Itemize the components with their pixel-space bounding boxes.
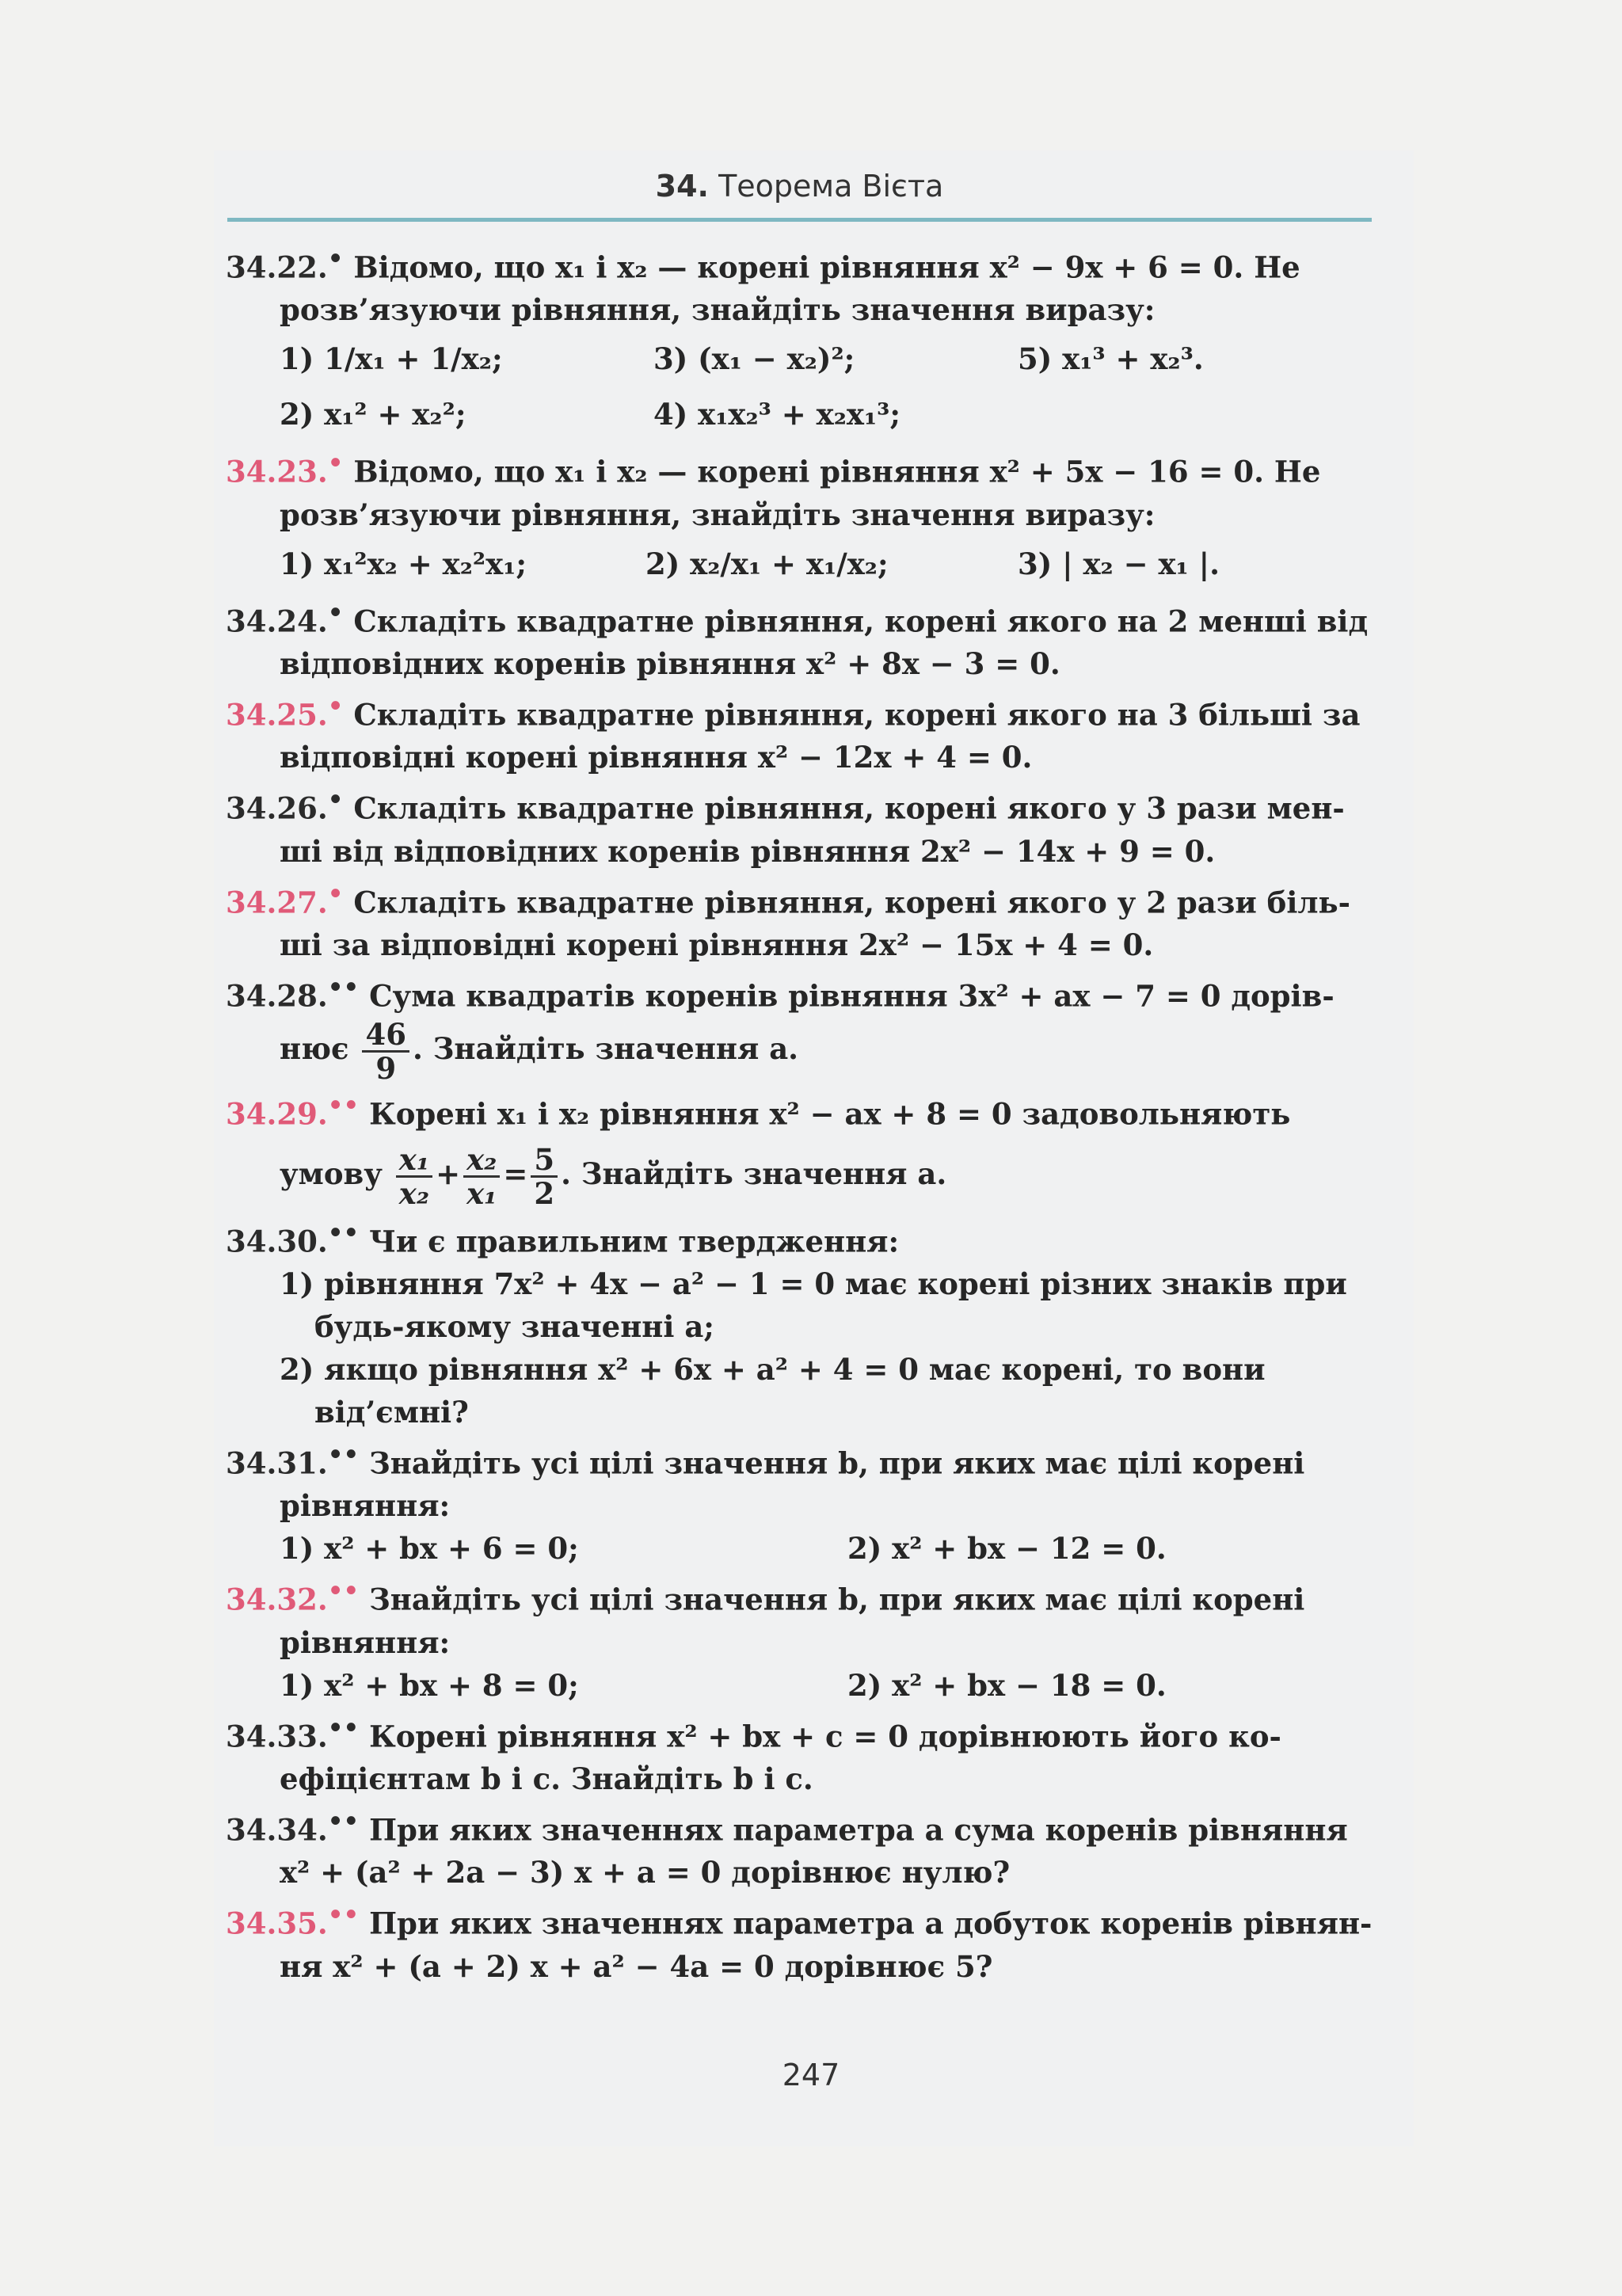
problem-34-24 — [226, 592, 1374, 685]
difficulty-mark: •• — [327, 1091, 360, 1121]
option: 2) x² + bx − 18 = 0. — [847, 1667, 1167, 1703]
problem-text: Корені рівняння x² + bx + c = 0 дорівнюють його ко- — [369, 1718, 1281, 1753]
problem-condition-line: умову $\frac{\text{x₁}}{\text{x₂}}$ + $\frac{\text{x₂}}{\text{x₁}}$ = $\frac{5}{2}$ . Знайдіть значення a. — [280, 1141, 947, 1211]
text-fragment: умову — [280, 1156, 383, 1191]
problem-number: 34.32. — [226, 1582, 328, 1617]
problem-number: 34.23. — [226, 454, 328, 489]
difficulty-mark: • — [327, 598, 344, 627]
problem-text: Складіть квадратне рівняння, корені якого на 3 більші за — [353, 697, 1361, 733]
problem-34-27 — [226, 873, 1374, 966]
problem-text: При яких значеннях параметра a сума коренів рівняння — [369, 1812, 1348, 1848]
option: 2) x₁² + x₂²; — [280, 397, 466, 432]
problem-34-28 — [226, 966, 1374, 1087]
fraction-denominator: 2 — [534, 1175, 555, 1211]
difficulty-mark: • — [327, 449, 344, 478]
problem-text: Корені x₁ і x₂ рівняння x² − ax + 8 = 0 задовольняють — [369, 1096, 1291, 1132]
difficulty-mark: •• — [327, 1901, 360, 1930]
fraction-denominator: 9 — [375, 1051, 397, 1087]
problem-text: розв’язуючи рівняння, знайдіть значення виразу: — [280, 497, 1156, 532]
problem-34-30 — [226, 1212, 1374, 1434]
difficulty-mark: •• — [327, 1713, 360, 1742]
difficulty-mark: •• — [327, 1807, 360, 1836]
text-fragment: . Знайдіть значення a. — [412, 1031, 799, 1067]
fraction — [463, 1141, 500, 1211]
section-header — [227, 162, 1372, 222]
fraction-denominator: x₁ — [466, 1175, 497, 1211]
problem-number: 34.25. — [226, 697, 328, 733]
sub-item: будь-якому значенні a; — [314, 1308, 714, 1344]
problem-text: відповідних коренів рівняння x² + 8x − 3 = 0. — [280, 645, 1060, 681]
option: 2) x² + bx − 12 = 0. — [847, 1531, 1167, 1567]
problem-number: 34.27. — [226, 884, 328, 920]
options-row — [226, 1664, 1374, 1707]
sub-item: 1) рівняння 7x² + 4x − a² − 1 = 0 має корені різних знаків при — [280, 1266, 1347, 1301]
problem-number: 34.33. — [226, 1718, 328, 1753]
problem-34-33 — [226, 1707, 1374, 1800]
problem-text: Знайдіть усі цілі значення b, при яких має цілі корені — [369, 1445, 1305, 1481]
problem-text: Складіть квадратне рівняння, корені якого на 2 менші від — [353, 603, 1369, 638]
difficulty-mark: •• — [327, 1440, 360, 1469]
problem-fraction-line — [226, 1017, 1374, 1087]
options-row — [226, 1527, 1374, 1570]
fraction — [396, 1141, 432, 1211]
problem-text: ня x² + (a + 2) x + a² − 4a = 0 дорівнює 5? — [280, 1948, 993, 1984]
difficulty-mark: •• — [327, 1218, 360, 1247]
problem-number: 34.24. — [226, 603, 328, 638]
option: 3) | x₂ − x₁ |. — [1018, 546, 1220, 581]
fraction-numerator: 5 — [531, 1144, 558, 1178]
problem-text: x² + (a² + 2a − 3) x + a = 0 дорівнює нулю? — [280, 1855, 1011, 1890]
problem-list — [226, 238, 1374, 1988]
problem-text: Складіть квадратне рівняння, корені якого у 3 рази мен- — [353, 790, 1345, 826]
problem-34-23 — [226, 442, 1374, 591]
text-fragment: . Знайдіть значення a. — [561, 1156, 947, 1191]
difficulty-mark: •• — [327, 1577, 360, 1606]
fraction-numerator: x₁ — [396, 1144, 432, 1178]
sub-item: 2) якщо рівняння x² + 6x + a² + 4 = 0 має корені, то вони — [280, 1351, 1266, 1387]
problem-text: Знайдіть усі цілі значення b, при яких має цілі корені — [369, 1582, 1305, 1617]
problem-34-22 — [226, 238, 1374, 442]
options-row — [226, 536, 1374, 592]
option: 3) (x₁ − x₂)²; — [653, 341, 855, 377]
problem-number: 34.29. — [226, 1096, 328, 1132]
problem-text: Відомо, що x₁ і x₂ — корені рівняння x² + 5x − 16 = 0. Не — [353, 454, 1321, 489]
fraction — [531, 1141, 558, 1211]
fraction-denominator: x₂ — [398, 1175, 430, 1211]
problem-number: 34.30. — [226, 1223, 328, 1258]
section-header-text — [227, 169, 1372, 204]
option: 4) x₁x₂³ + x₂x₁³; — [653, 397, 901, 432]
page-number: 247 — [782, 2058, 840, 2092]
problem-text: Сума квадратів коренів рівняння 3x² + ax − 7 = 0 дорів- — [369, 978, 1335, 1014]
option: 1) x² + bx + 6 = 0; — [280, 1531, 579, 1567]
sub-item: від’ємні? — [314, 1394, 469, 1430]
option: 5) x₁³ + x₂³. — [1018, 341, 1204, 377]
problem-text: ші за відповідні корені рівняння 2x² − 15x + 4 = 0. — [280, 927, 1154, 962]
option: 1) x₁²x₂ + x₂²x₁; — [280, 546, 527, 581]
option: 2) x₂/x₁ + x₁/x₂; — [645, 546, 889, 581]
option: 1) 1/x₁ + 1/x₂; — [280, 341, 503, 377]
section-number: 34. — [655, 169, 709, 204]
problem-number: 34.28. — [226, 978, 328, 1014]
fraction-numerator: x₂ — [463, 1144, 500, 1178]
problem-number: 34.35. — [226, 1906, 328, 1941]
problem-34-32 — [226, 1570, 1374, 1706]
problem-text: При яких значеннях параметра a добуток коренів рівнян- — [369, 1906, 1373, 1941]
problem-text: рівняння: — [280, 1488, 451, 1524]
difficulty-mark: • — [327, 879, 344, 908]
problem-34-26 — [226, 779, 1374, 872]
text-fragment: нює — [280, 1031, 349, 1067]
option: 1) x² + bx + 8 = 0; — [280, 1667, 579, 1703]
difficulty-mark: • — [327, 691, 344, 721]
difficulty-mark: •• — [327, 973, 360, 1002]
problem-number: 34.31. — [226, 1445, 328, 1481]
problem-number: 34.22. — [226, 249, 328, 285]
problem-text: розв’язуючи рівняння, знайдіть значення виразу: — [280, 292, 1156, 328]
problem-text: відповідні корені рівняння x² − 12x + 4 = 0. — [280, 740, 1033, 775]
problem-34-35 — [226, 1894, 1374, 1987]
difficulty-mark: • — [327, 786, 344, 815]
problem-text: ші від відповідних коренів рівняння 2x² − 14x + 9 = 0. — [280, 833, 1216, 869]
problem-text: Складіть квадратне рівняння, корені якого у 2 рази біль- — [353, 884, 1350, 920]
problem-34-29 — [226, 1084, 1374, 1211]
difficulty-mark: • — [327, 245, 344, 273]
problem-number: 34.26. — [226, 790, 328, 826]
fraction-numerator: 46 — [362, 1019, 409, 1053]
options-row — [226, 386, 1374, 442]
section-title: Теорема Вієта — [718, 169, 944, 204]
problem-text: Відомо, що x₁ і x₂ — корені рівняння x² − 9x + 6 = 0. Не — [353, 249, 1300, 285]
problem-text: Чи є правильним твердження: — [369, 1223, 900, 1258]
problem-34-31 — [226, 1434, 1374, 1570]
options-row — [226, 331, 1374, 386]
fraction — [362, 1017, 409, 1087]
problem-text: ефіцієнтам b і c. Знайдіть b і c. — [280, 1761, 813, 1796]
problem-34-25 — [226, 685, 1374, 779]
problem-text: рівняння: — [280, 1624, 451, 1660]
problem-number: 34.34. — [226, 1812, 328, 1848]
problem-34-34 — [226, 1800, 1374, 1894]
